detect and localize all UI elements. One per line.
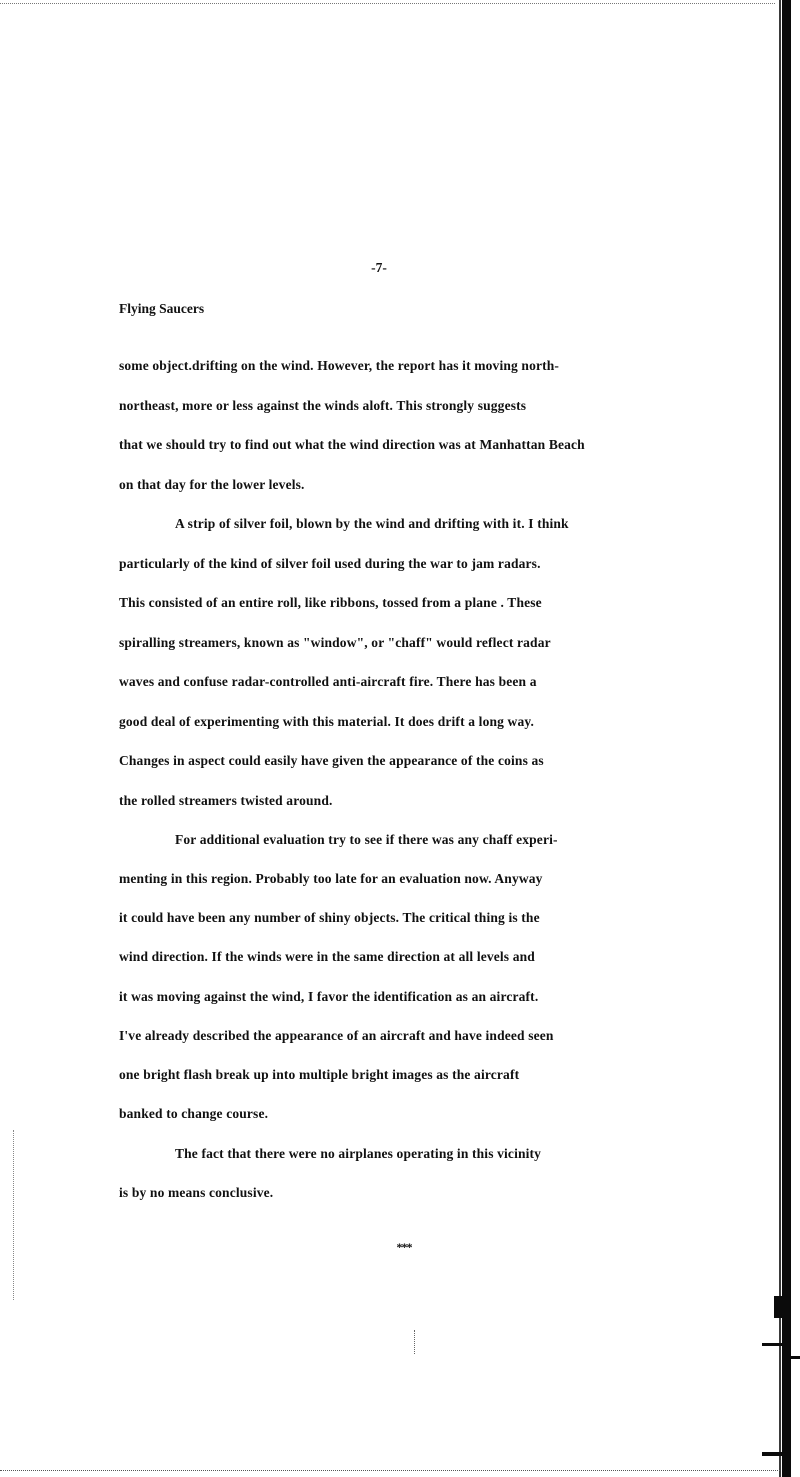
body-line: A strip of silver foil, blown by the wind and drifting with it. I think xyxy=(175,516,569,531)
body-line: it was moving against the wind, I favor the identification as an aircraft. xyxy=(119,989,539,1004)
body-line: banked to change course. xyxy=(119,1106,269,1121)
body-line: For additional evaluation try to see if there was any chaff experi- xyxy=(175,832,558,847)
body-line: This consisted of an entire roll, like ribbons, tossed from a plane . These xyxy=(119,595,542,610)
end-of-section-mark: *** xyxy=(396,1240,412,1254)
page-number: -7- xyxy=(371,260,387,275)
body-line: one bright flash break up into multiple bright images as the aircraft xyxy=(119,1067,520,1082)
body-line: northeast, more or less against the winds aloft. This strongly suggests xyxy=(119,398,527,413)
body-line: I've already described the appearance of an aircraft and have indeed seen xyxy=(119,1028,554,1043)
scan-top-edge xyxy=(0,0,775,4)
scan-edge-notch xyxy=(774,1296,784,1318)
body-line: is by no means conclusive. xyxy=(119,1185,274,1200)
body-line: the rolled streamers twisted around. xyxy=(119,793,333,808)
body-line: good deal of experimenting with this material. It does drift a long way. xyxy=(119,714,535,729)
running-head: Flying Saucers xyxy=(119,301,205,316)
body-line: Changes in aspect could easily have given the appearance of the coins as xyxy=(119,753,544,768)
scan-edge-notch xyxy=(762,1452,786,1456)
scan-right-edge-bar xyxy=(782,0,791,1477)
body-line: some object.drifting on the wind. However, the report has it moving north- xyxy=(119,358,560,373)
body-line: it could have been any number of shiny objects. The critical thing is the xyxy=(119,910,540,925)
scan-bottom-edge xyxy=(0,1470,780,1473)
body-line: that we should try to find out what the wind direction was at Manhattan Beach xyxy=(119,437,585,452)
scan-center-mark xyxy=(414,1330,417,1354)
body-line: on that day for the lower levels. xyxy=(119,477,305,492)
body-line: waves and confuse radar-controlled anti-aircraft fire. There has been a xyxy=(119,674,537,689)
scan-right-edge-shadow xyxy=(779,0,781,1477)
scan-left-marks xyxy=(13,1130,17,1300)
scan-edge-notch xyxy=(762,1343,786,1346)
scan-edge-notch xyxy=(786,1356,800,1359)
body-line: particularly of the kind of silver foil used during the war to jam radars. xyxy=(119,556,541,571)
body-line: The fact that there were no airplanes operating in this vicinity xyxy=(175,1146,542,1161)
body-line: spiralling streamers, known as "window", or "chaff" would reflect radar xyxy=(119,635,551,650)
body-line: menting in this region. Probably too late for an evaluation now. Anyway xyxy=(119,871,543,886)
body-line: wind direction. If the winds were in the same direction at all levels and xyxy=(119,949,535,964)
